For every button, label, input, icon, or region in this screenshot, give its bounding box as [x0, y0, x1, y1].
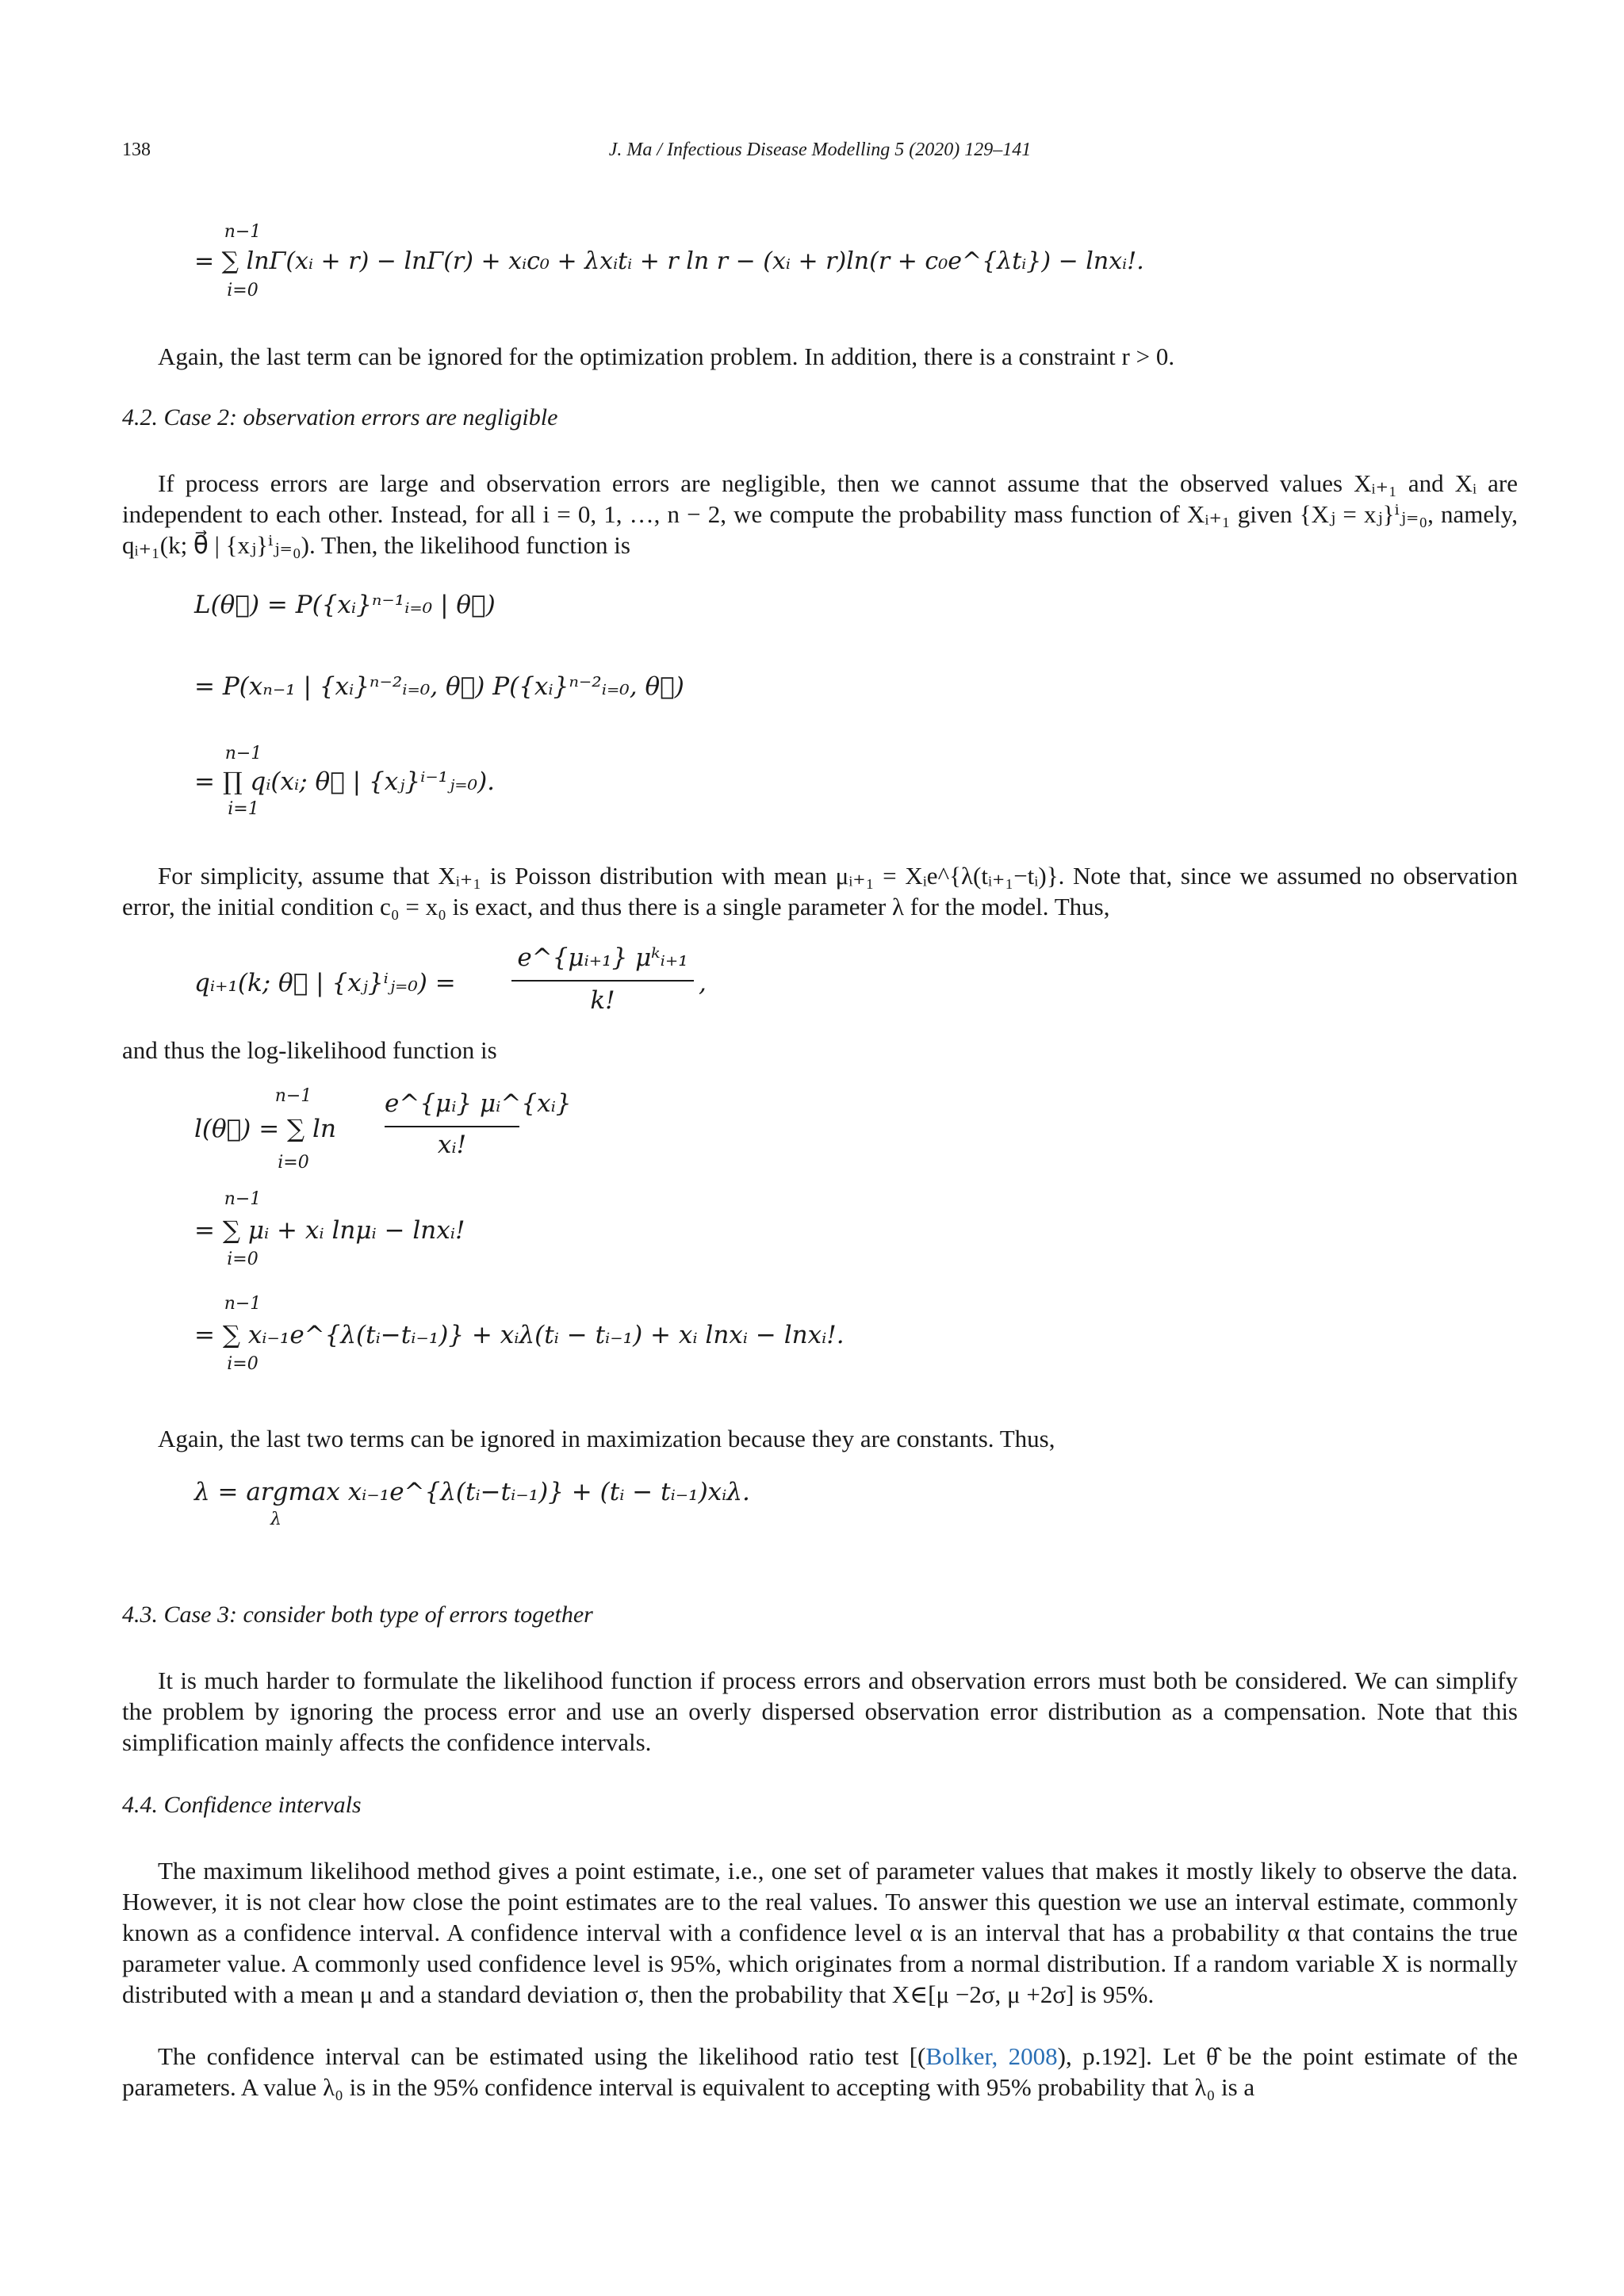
paragraph-loglik-intro: and thus the log-likelihood function is: [122, 1036, 497, 1064]
equation-loglik-line-3: [194, 1294, 1146, 1381]
confidence-text-a: The confidence interval can be estimated using the likelihood ratio test [(: [158, 2042, 926, 2070]
paragraph-case3: It is much harder to formulate the likelihood function if process errors and observation errors must both be considered. We can simplify the problem by ignoring the process error and use an overly dispersed observation error distribution as a compensation. Note that this simplification mainly affects the confidence intervals.: [122, 1667, 1518, 1756]
journal-citation: J. Ma / Infectious Disease Modelling 5 (2020) 129–141: [608, 140, 1032, 160]
loglik-l3: = ∑ xᵢ₋₁e^{λ(tᵢ−tᵢ₋₁)} + xᵢλ(tᵢ − tᵢ₋₁) + xᵢ lnxᵢ − lnxᵢ!.: [194, 1321, 845, 1349]
section-heading-4-4: 4.4. Confidence intervals: [122, 1792, 362, 1818]
section-heading-4-3: 4.3. Case 3: consider both type of errors together: [122, 1601, 593, 1628]
confidence-text-b: ), p.192]. Let θ̂ be the point estimate of the parameters. A value λ₀ is in the 95% confidence interval is equivalent to accepting with 95% probability that λ₀ is a: [122, 2042, 1518, 2101]
equation-q-comma: ,: [699, 969, 707, 997]
paragraph-poisson: For simplicity, assume that Xᵢ₊₁ is Poisson distribution with mean μᵢ₊₁ = Xᵢe^{λ(tᵢ₊₁−tᵢ)}. Note that, since we assumed no observation error, the initial condition c₀ = x₀ is exact, and thus there is a single parameter λ for the model. Thus,: [122, 862, 1518, 920]
citation-link-bolker[interactable]: Bolker, 2008: [925, 2042, 1058, 2070]
equation-q: [194, 943, 908, 1031]
prod-upper-limit: n−1: [224, 744, 262, 763]
paragraph-confidence-2: [122, 2041, 1518, 2103]
argmax-subscript: λ: [270, 1510, 282, 1529]
equation-loglik-line-2: [194, 1189, 908, 1276]
likelihood-line-3: = ∏ qᵢ(xᵢ; θ⃗ | {xⱼ}ⁱ⁻¹ⱼ₌₀).: [194, 767, 496, 796]
paragraph-confidence-1: The maximum likelihood method gives a point estimate, i.e., one set of parameter values that makes it mostly likely to observe the data. However, it is not clear how close the point estimates are to the real values. To answer this question we use an interval estimate, commonly known as a confidence interval. A confidence interval with a confidence level α is an interval that has a probability α that contains the true parameter value. A commonly used confidence level is 95%, which originates from a normal distribution. If a random variable X is normally distributed with a mean μ and a standard deviation σ, then the probability that X∈[μ −2σ, μ +2σ] is 95%.: [122, 1857, 1518, 2008]
equation-line: = ∑ lnΓ(xᵢ + r) − lnΓ(r) + xᵢc₀ + λxᵢtᵢ + r ln r − (xᵢ + r)ln(r + c₀e^{λtᵢ}) − lnxᵢ!.: [194, 247, 1144, 275]
fraction-bar: [511, 980, 694, 982]
sum-upper-limit: n−1: [224, 222, 262, 242]
sum-lower-limit: i=0: [227, 281, 259, 300]
likelihood-line-2: = P(xₙ₋₁ | {xᵢ}ⁿ⁻²ᵢ₌₀, θ⃗) P({xᵢ}ⁿ⁻²ᵢ₌₀, θ⃗): [194, 672, 684, 701]
loglik-l1-lhs: l(θ⃗) = ∑ ln: [194, 1115, 336, 1143]
section-heading-4-2: 4.2. Case 2: observation errors are negligible: [122, 404, 558, 430]
equation-loglik-line-1: [194, 1086, 908, 1181]
running-header: [122, 140, 1518, 171]
loglik-l2: = ∑ μᵢ + xᵢ lnμᵢ − lnxᵢ!: [194, 1216, 465, 1245]
loglik-l1-denominator: xᵢ!: [437, 1131, 467, 1159]
paragraph-case2: If process errors are large and observation errors are negligible, then we cannot assume that the observed values Xᵢ₊₁ and Xᵢ are independent to each other. Instead, for all i = 0, 1, …, n − 2, we compute the probability mass function of Xᵢ₊₁ given {Xⱼ = xⱼ}ⁱⱼ₌₀, namely, qᵢ₊₁(k; θ⃗ | {xⱼ}ⁱⱼ₌₀). Then, the likelihood function is: [122, 469, 1518, 559]
likelihood-line-1: L(θ⃗) = P({xᵢ}ⁿ⁻¹ᵢ₌₀ | θ⃗): [194, 591, 496, 619]
loglik-l1-numerator: e^{μᵢ} μᵢ^{xᵢ}: [385, 1089, 572, 1118]
paragraph-constraint: Again, the last term can be ignored for the optimization problem. In addition, there is a constraint r > 0.: [158, 342, 1175, 370]
argmax-line: λ = argmax xᵢ₋₁e^{λ(tᵢ−tᵢ₋₁)} + (tᵢ − tᵢ₋₁)xᵢλ.: [194, 1478, 750, 1506]
sum-upper-limit: n−1: [224, 1189, 262, 1209]
equation-argmax: [194, 1475, 987, 1538]
sum-lower-limit: i=0: [278, 1153, 309, 1173]
equation-q-lhs: qᵢ₊₁(k; θ⃗ | {xⱼ}ⁱⱼ₌₀) =: [194, 969, 456, 997]
sum-upper-limit: n−1: [274, 1086, 312, 1106]
equation-q-numerator: e^{μᵢ₊₁} μᵏᵢ₊₁: [517, 943, 688, 972]
equation-loglik-case1: [194, 222, 1146, 309]
page-number: 138: [122, 140, 151, 160]
prod-lower-limit: i=1: [228, 799, 259, 819]
fraction-bar: [385, 1126, 519, 1127]
sum-lower-limit: i=0: [227, 1354, 259, 1374]
sum-upper-limit: n−1: [224, 1294, 262, 1314]
paragraph-constants: Again, the last two terms can be ignored in maximization because they are constants. Thus,: [158, 1425, 1055, 1452]
equation-q-denominator: k!: [590, 986, 615, 1015]
sum-lower-limit: i=0: [227, 1249, 259, 1269]
